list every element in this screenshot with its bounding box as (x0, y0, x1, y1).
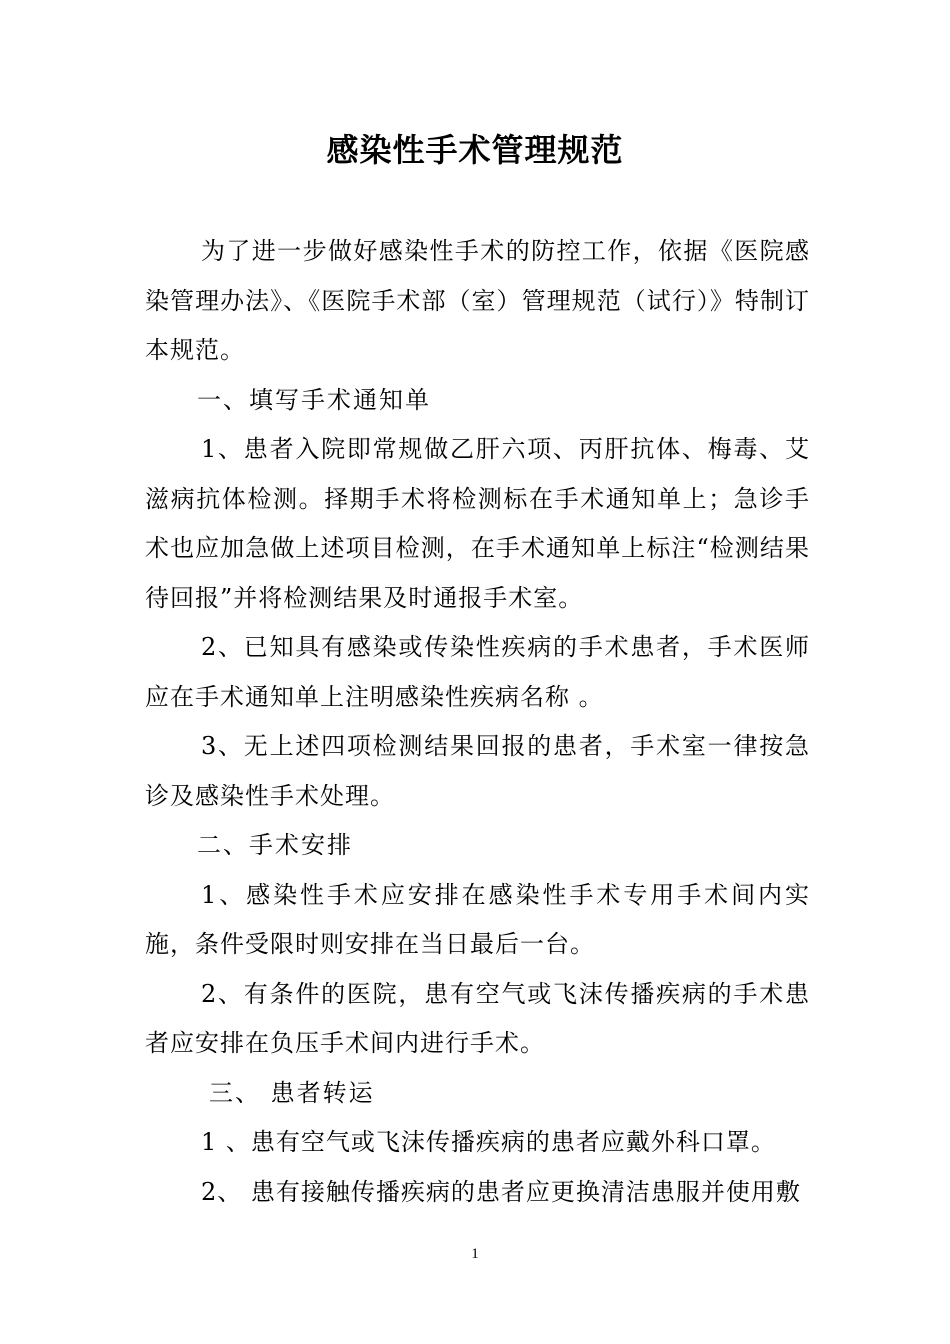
section-1-item-3: 3、无上述四项检测结果回报的患者，手术室一律按急诊及感染性手术处理。 (145, 732, 810, 810)
section-3-item-2: 2、 患有接触传播疾病的患者应更换清洁患服并使用敷 (201, 1177, 801, 1206)
section-heading-2: 二、手术安排 (197, 831, 353, 859)
section-1-item-1: 1、患者入院即常规做乙肝六项、丙肝抗体、梅毒、艾滋病抗体检测。择期手术将检测标在手术通知单上；急诊手术也应加急做上述项目检测，在手术通知单上标注“检测结果待回报”并将检测结果及时通报手术室。 (145, 435, 810, 612)
intro-paragraph: 为了进一步做好感染性手术的防控工作，依据《医院感染管理办法》、《医院手术部（室）管理规范（试行）》特制订本规范。 (145, 237, 810, 364)
section-2-item-2: 2、有条件的医院，患有空气或飞沫传播疾病的手术患者应安排在负压手术间内进行手术。 (145, 979, 810, 1057)
section-heading-3: 三、 患者转运 (209, 1078, 375, 1107)
document-body (145, 227, 810, 1217)
section-2-item-1: 1、感染性手术应安排在感染性手术专用手术间内实施，条件受限时则安排在当日最后一台。 (145, 880, 810, 958)
section-3-item-1: 1 、患有空气或飞沫传播疾病的患者应戴外科口罩。 (201, 1128, 776, 1156)
section-heading-1: 一、填写手术通知单 (197, 385, 431, 414)
section-1-item-2: 2、已知具有感染或传染性疾病的手术患者，手术医师应在手术通知单上注明感染性疾病名称 。 (145, 633, 810, 711)
document-title: 感染性手术管理规范 (326, 131, 624, 169)
page-number: 1 (471, 1246, 479, 1262)
